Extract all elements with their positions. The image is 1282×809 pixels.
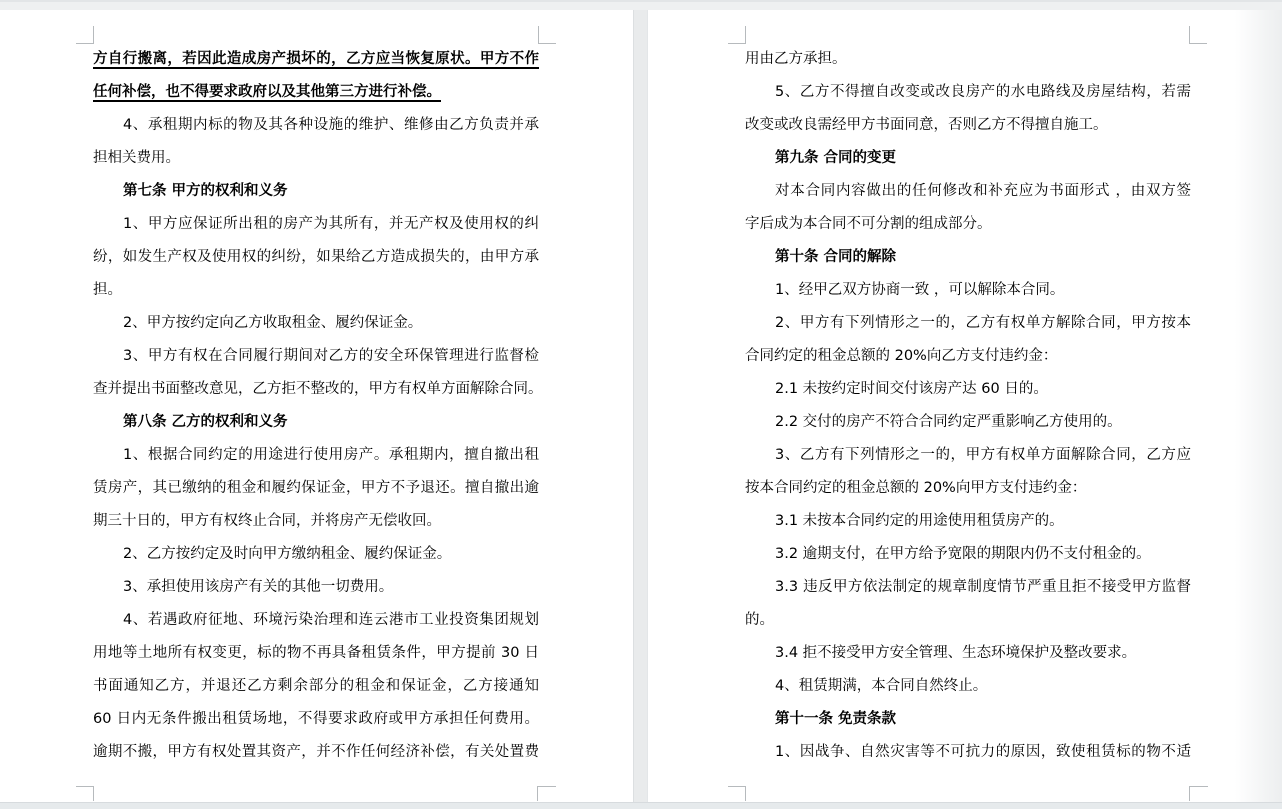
text-line[interactable]: 担。 [93,282,122,298]
bottom-margin-strip [0,802,1282,809]
text-line[interactable]: 2.1 未按约定时间交付该房产达 60 日的。 [775,381,1048,397]
text-line[interactable]: 对本合同内容做出的任何修改和补充应为书面形式 ，由双方签 [775,183,1191,199]
text-line[interactable]: 2、甲方有下列情形之一的，乙方有权单方解除合同，甲方按本 [775,315,1191,331]
text-line[interactable]: 3、承担使用该房产有关的其他一切费用。 [123,579,394,595]
text-line[interactable]: 的。 [745,612,774,628]
section-heading[interactable]: 第九条 合同的变更 [775,150,897,166]
text-boundary-mark-left-top-right [538,26,556,44]
text-line[interactable]: 按本合同约定的租金总额的 20%向甲方支付违约金： [745,480,1087,496]
page-right-text [745,43,1191,769]
text-boundary-mark-right-bottom-left [728,786,746,801]
page-gap [633,0,648,809]
text-boundary-mark-left-bottom-right [537,786,556,801]
text-line[interactable]: 担相关费用。 [93,150,180,166]
text-line[interactable]: 3.4 拒不接受甲方安全管理、生态环境保护及整改要求。 [775,645,1137,661]
text-line[interactable]: 3.3 违反甲方依法制定的规章制度情节严重且拒不接受甲方监督 [775,579,1191,595]
page-left-text [93,43,543,769]
text-line[interactable]: 3.1 未按本合同约定的用途使用租赁房产的。 [775,513,1064,529]
text-boundary-mark-right-top-right [1189,26,1207,44]
text-line[interactable]: 4、若遇政府征地、环境污染治理和连云港市工业投资集团规划 [123,612,539,628]
section-heading[interactable]: 第十一条 免责条款 [775,711,897,727]
text-line[interactable]: 合同约定的租金总额的 20%向乙方支付违约金： [745,348,1058,364]
text-line[interactable]: 60 日内无条件搬出租赁场地，不得要求政府或甲方承担任何费用。 [93,711,539,727]
text-boundary-mark-right-top-left [728,26,746,44]
text-line[interactable]: 改变或改良需经甲方书面同意，否则乙方不得擅自施工。 [745,117,1108,133]
text-line[interactable]: 纷，如发生产权及使用权的纠纷，如果给乙方造成损失的，由甲方承 [93,249,539,265]
text-line[interactable]: 2、乙方按约定及时向甲方缴纳租金、履约保证金。 [123,546,452,562]
text-boundary-mark-left-top-left [76,26,94,44]
text-boundary-mark-left-bottom-left [76,786,94,801]
section-heading[interactable]: 第十条 合同的解除 [775,249,897,265]
section-heading[interactable]: 第七条 甲方的权利和义务 [123,183,288,199]
text-line[interactable]: 3.2 逾期支付，在甲方给予宽限的期限内仍不支付租金的。 [775,546,1151,562]
section-heading[interactable]: 第八条 乙方的权利和义务 [123,414,288,430]
text-line[interactable]: 逾期不搬，甲方有权处置其资产，并不作任何经济补偿，有关处置费 [93,744,539,760]
text-line[interactable]: 查并提出书面整改意见，乙方拒不整改的，甲方有权单方面解除合同。 [93,381,543,397]
text-line[interactable]: 1、甲方应保证所出租的房产为其所有，并无产权及使用权的纠 [123,216,539,232]
top-margin-strip [0,0,1282,10]
text-line[interactable]: 4、租赁期满，本合同自然终止。 [775,678,988,694]
text-line[interactable]: 字后成为本合同不可分割的组成部分。 [745,216,992,232]
text-line[interactable]: 方自行搬离，若因此造成房产损坏的，乙方应当恢复原状。甲方不作 [93,51,539,67]
text-line[interactable]: 赁房产，其已缴纳的租金和履约保证金，甲方不予退还。擅自撤出逾 [93,480,539,496]
text-line[interactable]: 1、经甲乙双方协商一致 ，可以解除本合同。 [775,282,1065,298]
text-line[interactable]: 2.2 交付的房产不符合合同约定严重影响乙方使用的。 [775,414,1122,430]
text-line[interactable]: 3、甲方有权在合同履行期间对乙方的安全环保管理进行监督检 [123,348,539,364]
text-line[interactable]: 1、因战争、自然灾害等不可抗力的原因，致使租赁标的物不适 [775,744,1191,760]
text-line[interactable]: 期三十日的，甲方有权终止合同，并将房产无偿收回。 [93,513,441,529]
text-line[interactable]: 4、承租期内标的物及其各种设施的维护、维修由乙方负责并承 [123,117,539,133]
text-line[interactable]: 书面通知乙方，并退还乙方剩余部分的租金和保证金，乙方接通知 [93,678,539,694]
text-line[interactable]: 用由乙方承担。 [745,51,847,67]
text-line[interactable]: 3、乙方有下列情形之一的，甲方有权单方面解除合同，乙方应 [775,447,1191,463]
text-line[interactable]: 任何补偿，也不得要求政府以及其他第三方进行补偿。 [93,84,441,100]
text-boundary-mark-right-bottom-right [1189,786,1208,801]
text-line[interactable]: 用地等土地所有权变更，标的物不再具备租赁条件，甲方提前 30 日 [93,645,539,661]
text-line[interactable]: 5、乙方不得擅自改变或改良房产的水电路线及房屋结构，若需 [775,84,1191,100]
text-line[interactable]: 1、根据合同约定的用途进行使用房产。承租期内，擅自撤出租 [123,447,539,463]
text-line[interactable]: 2、甲方按约定向乙方收取租金、履约保证金。 [123,315,423,331]
